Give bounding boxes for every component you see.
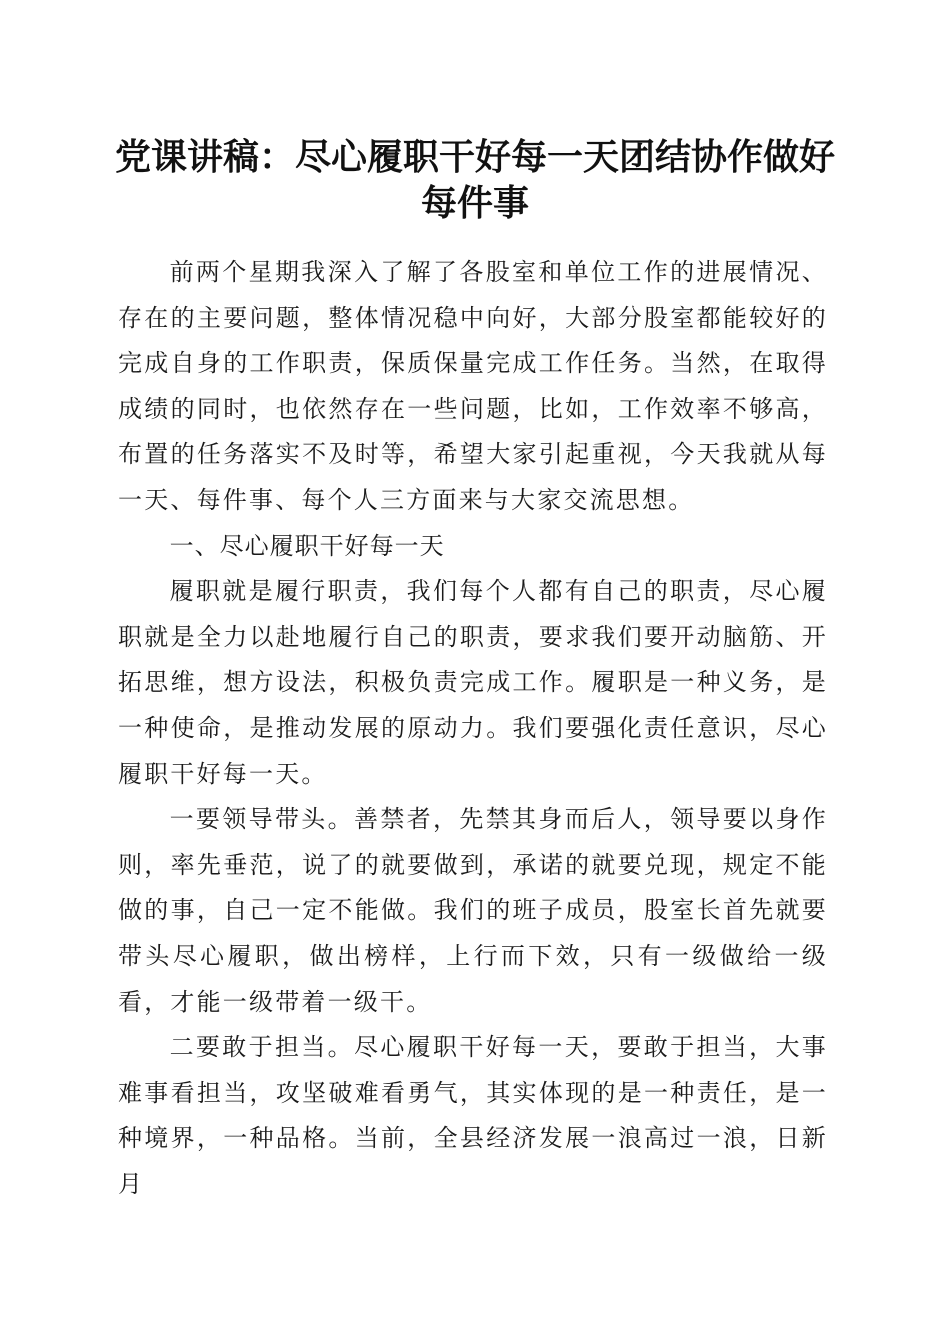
point-2-paragraph: 二要敢于担当。尽心履职干好每一天，要敢于担当，大事难事看担当，攻坚破难看勇气，其实体现的是一种责任，是一种境界，一种品格。当前，全县经济发展一浪高过一浪，日新月 (118, 1033, 828, 1198)
title-line-2: 每件事 (420, 182, 529, 224)
document-body (118, 250, 828, 1207)
intro-paragraph: 前两个星期我深入了解了各股室和单位工作的进展情况、存在的主要问题，整体情况稳中向好，大部分股室都能较好的完成自身的工作职责，保质保量完成工作任务。当然，在取得成绩的同时，也依然存在一些问题，比如，工作效率不够高，布置的任务落实不及时等，希望大家引起重视，今天我就从每一天、每件事、每个人三方面来与大家交流思想。 (118, 258, 828, 514)
section-heading-1: 一、尽心履职干好每一天 (169, 531, 445, 560)
document-title (100, 134, 850, 226)
title-line-1: 党课讲稿：尽心履职干好每一天团结协作做好 (114, 136, 835, 178)
section-1-paragraph: 履职就是履行职责，我们每个人都有自己的职责，尽心履职就是全力以赴地履行自己的职责，要求我们要开动脑筋、开拓思维，想方设法，积极负责完成工作。履职是一种义务，是一种使命，是推动发展的原动力。我们要强化责任意识，尽心履职干好每一天。 (118, 577, 828, 788)
point-1-paragraph: 一要领导带头。善禁者，先禁其身而后人，领导要以身作则，率先垂范，说了的就要做到，承诺的就要兑现，规定不能做的事，自己一定不能做。我们的班子成员，股室长首先就要带头尽心履职，做出榜样，上行而下效，只有一级做给一级看，才能一级带着一级干。 (118, 805, 828, 1016)
